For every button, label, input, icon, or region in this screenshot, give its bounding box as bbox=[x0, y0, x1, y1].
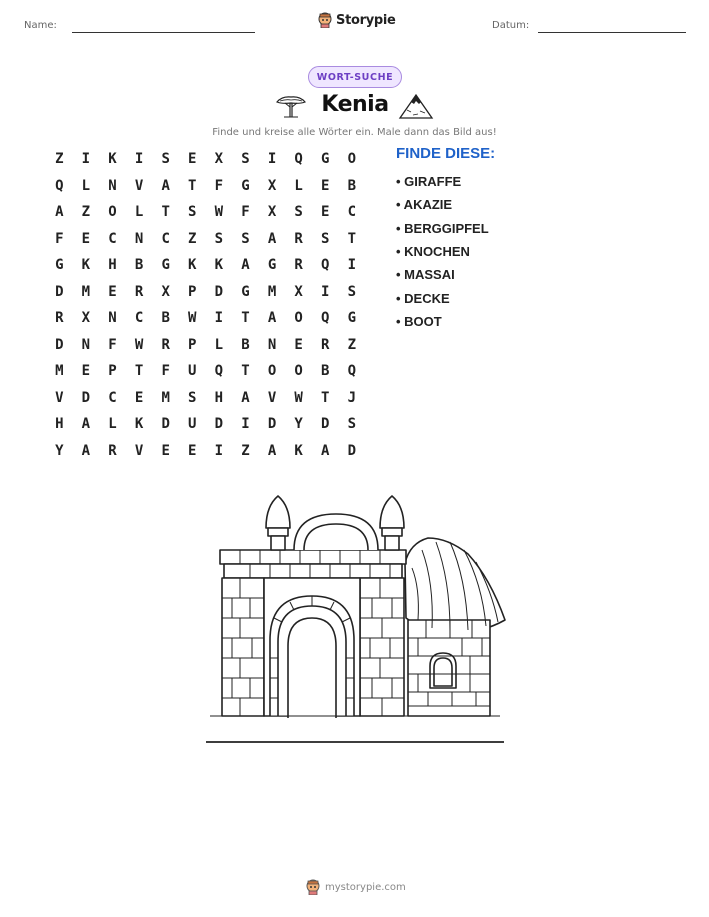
grid-cell: X bbox=[214, 151, 224, 168]
grid-cell: K bbox=[134, 416, 144, 433]
grid-cell: D bbox=[321, 416, 330, 433]
grid-cell: N bbox=[108, 177, 117, 194]
grid-cell: B bbox=[161, 310, 170, 327]
grid-cell: F bbox=[161, 363, 170, 380]
mountain-icon bbox=[398, 92, 434, 120]
grid-cell: Q bbox=[321, 310, 330, 327]
grid-cell: G bbox=[347, 310, 357, 327]
word-item: • BERGGIPFEL bbox=[396, 220, 489, 236]
grid-cell: S bbox=[241, 230, 250, 247]
grid-cell: M bbox=[267, 283, 277, 300]
grid-cell: E bbox=[321, 204, 330, 221]
grid-cell: D bbox=[214, 416, 224, 433]
grid-cell: Y bbox=[294, 416, 303, 433]
grid-cell: U bbox=[188, 363, 197, 380]
grid-cell: L bbox=[81, 177, 91, 194]
grid-cell: X bbox=[267, 204, 277, 221]
grid-cell: Z bbox=[188, 230, 197, 247]
grid-cell: L bbox=[214, 336, 224, 353]
grid-cell: X bbox=[161, 283, 170, 300]
grid-cell: N bbox=[267, 336, 277, 353]
grid-cell: T bbox=[134, 363, 144, 380]
grid-cell: E bbox=[81, 230, 91, 247]
grid-cell: X bbox=[267, 177, 277, 194]
grid-cell: S bbox=[241, 151, 250, 168]
grid-cell: J bbox=[347, 389, 357, 406]
page-title: Kenia bbox=[321, 92, 389, 117]
word-item: • DECKE bbox=[396, 290, 450, 306]
grid-cell: H bbox=[108, 257, 117, 274]
grid-cell: A bbox=[267, 230, 277, 247]
grid-cell: N bbox=[108, 310, 117, 327]
grid-cell: P bbox=[188, 336, 197, 353]
grid-cell: F bbox=[108, 336, 117, 353]
grid-cell: N bbox=[134, 230, 144, 247]
grid-cell: L bbox=[294, 177, 303, 194]
grid-cell: E bbox=[108, 283, 117, 300]
grid-cell: E bbox=[188, 151, 197, 168]
grid-cell: V bbox=[134, 177, 144, 194]
grid-cell: C bbox=[161, 230, 170, 247]
grid-cell: G bbox=[241, 177, 250, 194]
grid-cell: K bbox=[188, 257, 197, 274]
grid-cell: S bbox=[188, 204, 197, 221]
grid-cell: X bbox=[294, 283, 303, 300]
grid-cell: S bbox=[294, 204, 303, 221]
grid-cell: C bbox=[108, 230, 117, 247]
brand-logo bbox=[318, 12, 396, 28]
grid-cell: B bbox=[134, 257, 144, 274]
word-list bbox=[396, 170, 489, 333]
grid-cell: R bbox=[321, 336, 330, 353]
grid-cell: K bbox=[294, 442, 303, 459]
grid-cell: Q bbox=[55, 177, 64, 194]
grid-cell: V bbox=[55, 389, 64, 406]
grid-cell: G bbox=[161, 257, 170, 274]
grid-cell: B bbox=[347, 177, 357, 194]
grid-cell: E bbox=[134, 389, 144, 406]
grid-cell: Z bbox=[81, 204, 91, 221]
grid-cell: C bbox=[134, 310, 144, 327]
grid-cell: B bbox=[321, 363, 330, 380]
grid-cell: D bbox=[161, 416, 170, 433]
grid-cell: D bbox=[267, 416, 277, 433]
grid-cell: M bbox=[161, 389, 170, 406]
grid-cell: A bbox=[241, 389, 250, 406]
grid-cell: T bbox=[188, 177, 197, 194]
grid-cell: B bbox=[241, 336, 250, 353]
worksheet-badge: WORT-SUCHE bbox=[308, 66, 402, 88]
grid-cell: D bbox=[55, 283, 64, 300]
grid-cell: H bbox=[55, 416, 64, 433]
grid-cell: R bbox=[161, 336, 170, 353]
grid-cell: I bbox=[214, 442, 224, 459]
grid-cell: I bbox=[214, 310, 224, 327]
grid-cell: P bbox=[108, 363, 117, 380]
grid-cell: O bbox=[294, 363, 303, 380]
grid-cell: G bbox=[267, 257, 277, 274]
date-line bbox=[538, 32, 686, 33]
word-item: • MASSAI bbox=[396, 267, 455, 283]
grid-cell: P bbox=[188, 283, 197, 300]
grid-cell: O bbox=[294, 310, 303, 327]
grid-cell: D bbox=[81, 389, 91, 406]
grid-cell: E bbox=[81, 363, 91, 380]
grid-cell: E bbox=[294, 336, 303, 353]
grid-cell: R bbox=[294, 257, 303, 274]
grid-cell: A bbox=[267, 310, 277, 327]
grid-cell: S bbox=[321, 230, 330, 247]
grid-cell: K bbox=[214, 257, 224, 274]
grid-cell: W bbox=[294, 389, 303, 406]
grid-cell: A bbox=[81, 442, 91, 459]
grid-cell: X bbox=[81, 310, 91, 327]
grid-cell: V bbox=[134, 442, 144, 459]
storypie-mascot-icon bbox=[318, 12, 332, 28]
grid-cell: A bbox=[161, 177, 170, 194]
grid-cell: S bbox=[347, 416, 357, 433]
grid-cell: N bbox=[81, 336, 91, 353]
grid-cell: M bbox=[55, 363, 64, 380]
grid-cell: T bbox=[321, 389, 330, 406]
grid-cell: T bbox=[161, 204, 170, 221]
grid-cell: H bbox=[214, 389, 224, 406]
grid-cell: S bbox=[347, 283, 357, 300]
grid-cell: I bbox=[347, 257, 357, 274]
grid-cell: Z bbox=[241, 442, 250, 459]
grid-cell: A bbox=[55, 204, 64, 221]
grid-cell: G bbox=[55, 257, 64, 274]
grid-cell: I bbox=[134, 151, 144, 168]
grid-cell: D bbox=[347, 442, 357, 459]
word-item: • GIRAFFE bbox=[396, 174, 462, 190]
grid-cell: Z bbox=[347, 336, 357, 353]
grid-cell: S bbox=[161, 151, 170, 168]
name-label: Name: bbox=[24, 20, 57, 31]
grid-cell: O bbox=[108, 204, 117, 221]
grid-cell: O bbox=[267, 363, 277, 380]
grid-cell: K bbox=[81, 257, 91, 274]
grid-cell: A bbox=[267, 442, 277, 459]
grid-cell: F bbox=[214, 177, 224, 194]
grid-cell: E bbox=[321, 177, 330, 194]
grid-cell: Q bbox=[214, 363, 224, 380]
grid-cell: F bbox=[241, 204, 250, 221]
grid-cell: V bbox=[267, 389, 277, 406]
date-label: Datum: bbox=[492, 20, 530, 31]
instructions: Finde und kreise alle Wörter ein. Male dann das Bild aus! bbox=[212, 127, 497, 138]
grid-cell: L bbox=[108, 416, 117, 433]
grid-cell: W bbox=[188, 310, 197, 327]
word-item: • KNOCHEN bbox=[396, 244, 470, 260]
grid-cell: T bbox=[241, 310, 250, 327]
grid-cell: U bbox=[188, 416, 197, 433]
grid-cell: G bbox=[241, 283, 250, 300]
grid-cell: S bbox=[214, 230, 224, 247]
grid-cell: I bbox=[241, 416, 250, 433]
brand-name: Storypie bbox=[336, 12, 396, 28]
grid-cell: E bbox=[188, 442, 197, 459]
footer bbox=[306, 879, 406, 895]
grid-cell: R bbox=[134, 283, 144, 300]
storypie-mascot-icon bbox=[306, 879, 320, 895]
grid-cell: K bbox=[108, 151, 117, 168]
grid-cell: Y bbox=[55, 442, 64, 459]
grid-cell: Z bbox=[55, 151, 64, 168]
grid-cell: D bbox=[214, 283, 224, 300]
grid-cell: T bbox=[347, 230, 357, 247]
grid-cell: F bbox=[55, 230, 64, 247]
grid-cell: Q bbox=[294, 151, 303, 168]
grid-cell: C bbox=[347, 204, 357, 221]
grid-cell: G bbox=[321, 151, 330, 168]
grid-cell: I bbox=[81, 151, 91, 168]
name-line bbox=[72, 32, 255, 33]
word-item: • BOOT bbox=[396, 313, 442, 329]
grid-cell: R bbox=[108, 442, 117, 459]
grid-cell: O bbox=[347, 151, 357, 168]
grid-cell: L bbox=[134, 204, 144, 221]
footer-url: mystorypie.com bbox=[325, 881, 406, 893]
grid-cell: W bbox=[214, 204, 224, 221]
word-list-title: FINDE DIESE: bbox=[396, 145, 496, 162]
grid-cell: A bbox=[321, 442, 330, 459]
coloring-gate-hut-drawing bbox=[200, 488, 510, 750]
grid-cell: A bbox=[81, 416, 91, 433]
grid-cell: C bbox=[108, 389, 117, 406]
grid-cell: D bbox=[55, 336, 64, 353]
grid-cell: W bbox=[134, 336, 144, 353]
grid-cell: I bbox=[267, 151, 277, 168]
grid-cell: E bbox=[161, 442, 170, 459]
grid-cell: I bbox=[321, 283, 330, 300]
grid-cell: R bbox=[294, 230, 303, 247]
letter-grid bbox=[46, 146, 368, 464]
grid-cell: Q bbox=[347, 363, 357, 380]
grid-cell: M bbox=[81, 283, 91, 300]
word-item: • AKAZIE bbox=[396, 197, 453, 213]
grid-cell: S bbox=[188, 389, 197, 406]
grid-cell: T bbox=[241, 363, 250, 380]
grid-cell: A bbox=[241, 257, 250, 274]
grid-cell: R bbox=[55, 310, 64, 327]
grid-cell: Q bbox=[321, 257, 330, 274]
